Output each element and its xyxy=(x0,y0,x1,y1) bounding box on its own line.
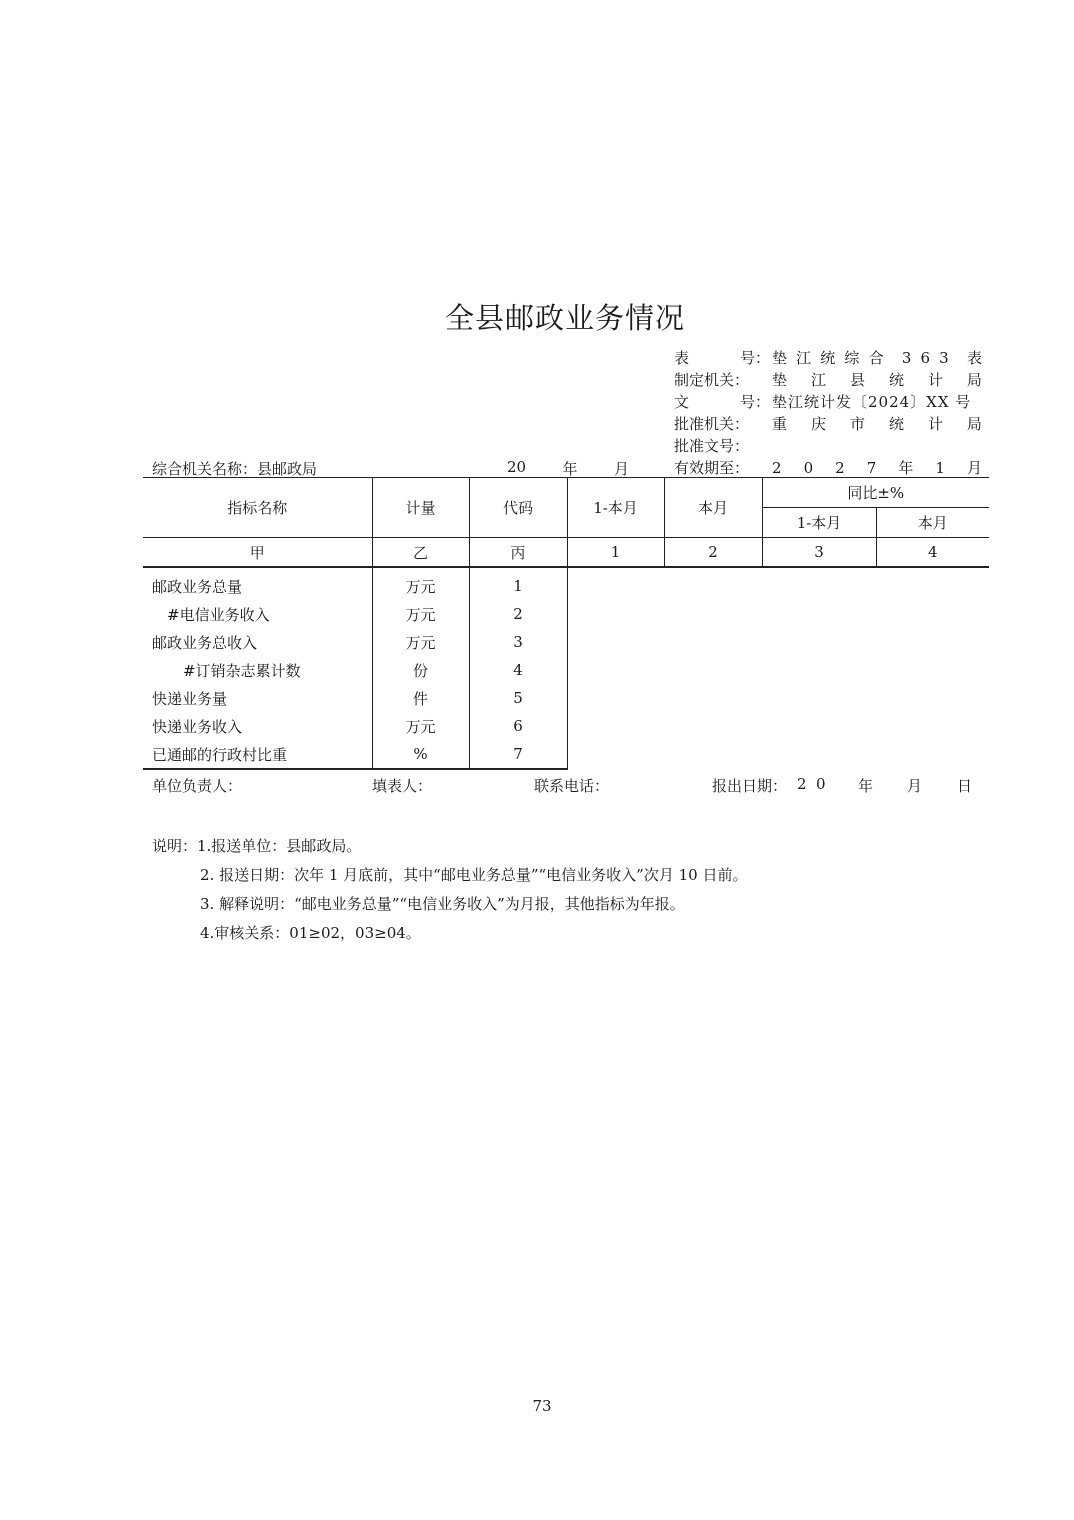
data-table xyxy=(143,477,989,770)
header-yoy-month: 本月 xyxy=(876,508,989,538)
header-unit: 计量 xyxy=(372,478,469,538)
notes xyxy=(152,832,747,948)
table-row: 已通邮的行政村比重 % 7 xyxy=(143,740,989,769)
page-number: 73 xyxy=(532,1397,552,1415)
note-item: 3. 解释说明：“邮电业务总量”“电信业务收入”为月报，其他指标为年报。 xyxy=(200,895,685,913)
header-row xyxy=(143,478,989,508)
note-item: 说明：1.报送单位：县邮政局。 xyxy=(152,837,362,855)
table-row: #订销杂志累计数 份 4 xyxy=(143,656,989,684)
header-code: 代码 xyxy=(469,478,567,538)
table-row: 快递业务收入 万元 6 xyxy=(143,712,989,740)
report-period: 20 年 月 xyxy=(507,458,629,478)
meta-maker: 制定机关： 垫 江 县 统 计 局 xyxy=(674,371,982,389)
header-month: 本月 xyxy=(664,478,762,538)
org-name: 综合机关名称：县邮政局 xyxy=(152,460,318,478)
form-no-value: 垫 江 统 综 合 3 6 3 表 xyxy=(772,349,982,367)
value-area[interactable] xyxy=(567,567,989,769)
meta-doc-no: 文 号： 垫江统计发〔2024〕XX 号 xyxy=(674,393,972,411)
table-row: #电信业务收入 万元 2 xyxy=(143,600,989,628)
principal-label: 单位负责人： xyxy=(152,777,243,795)
table-row: 邮政业务总收入 万元 3 xyxy=(143,628,989,656)
note-item: 4.审核关系：01≥02，03≥04。 xyxy=(200,924,421,942)
header-yoy-ytd: 1-本月 xyxy=(762,508,876,538)
table-row: 快递业务量 件 5 xyxy=(143,684,989,712)
header-name: 指标名称 xyxy=(143,478,372,538)
form-meta xyxy=(674,347,982,479)
meta-approval-doc: 批准文号： xyxy=(674,437,750,455)
header-ytd: 1-本月 xyxy=(567,478,664,538)
filler-label: 填表人： xyxy=(372,777,433,795)
report-date-label: 报出日期： xyxy=(712,777,788,795)
index-row: 甲 乙 丙 1 2 3 4 xyxy=(143,538,989,568)
meta-valid-until: 有效期至： 2 0 2 7 年 1 月 xyxy=(674,459,982,477)
page-title: 全县邮政业务情况 xyxy=(444,301,685,335)
meta-approver: 批准机关： 重 庆 市 统 计 局 xyxy=(674,415,982,433)
phone-label: 联系电话： xyxy=(534,777,610,795)
header-yoy: 同比±% xyxy=(762,478,989,508)
table-row: 邮政业务总量 万元 1 xyxy=(143,567,989,600)
meta-form-no: 表 号： 垫 江 统 综 合 3 6 3 表 xyxy=(674,349,982,367)
note-item: 2. 报送日期：次年 1 月底前，其中“邮电业务总量”“电信业务收入”次月 10 日前。 xyxy=(200,866,748,884)
